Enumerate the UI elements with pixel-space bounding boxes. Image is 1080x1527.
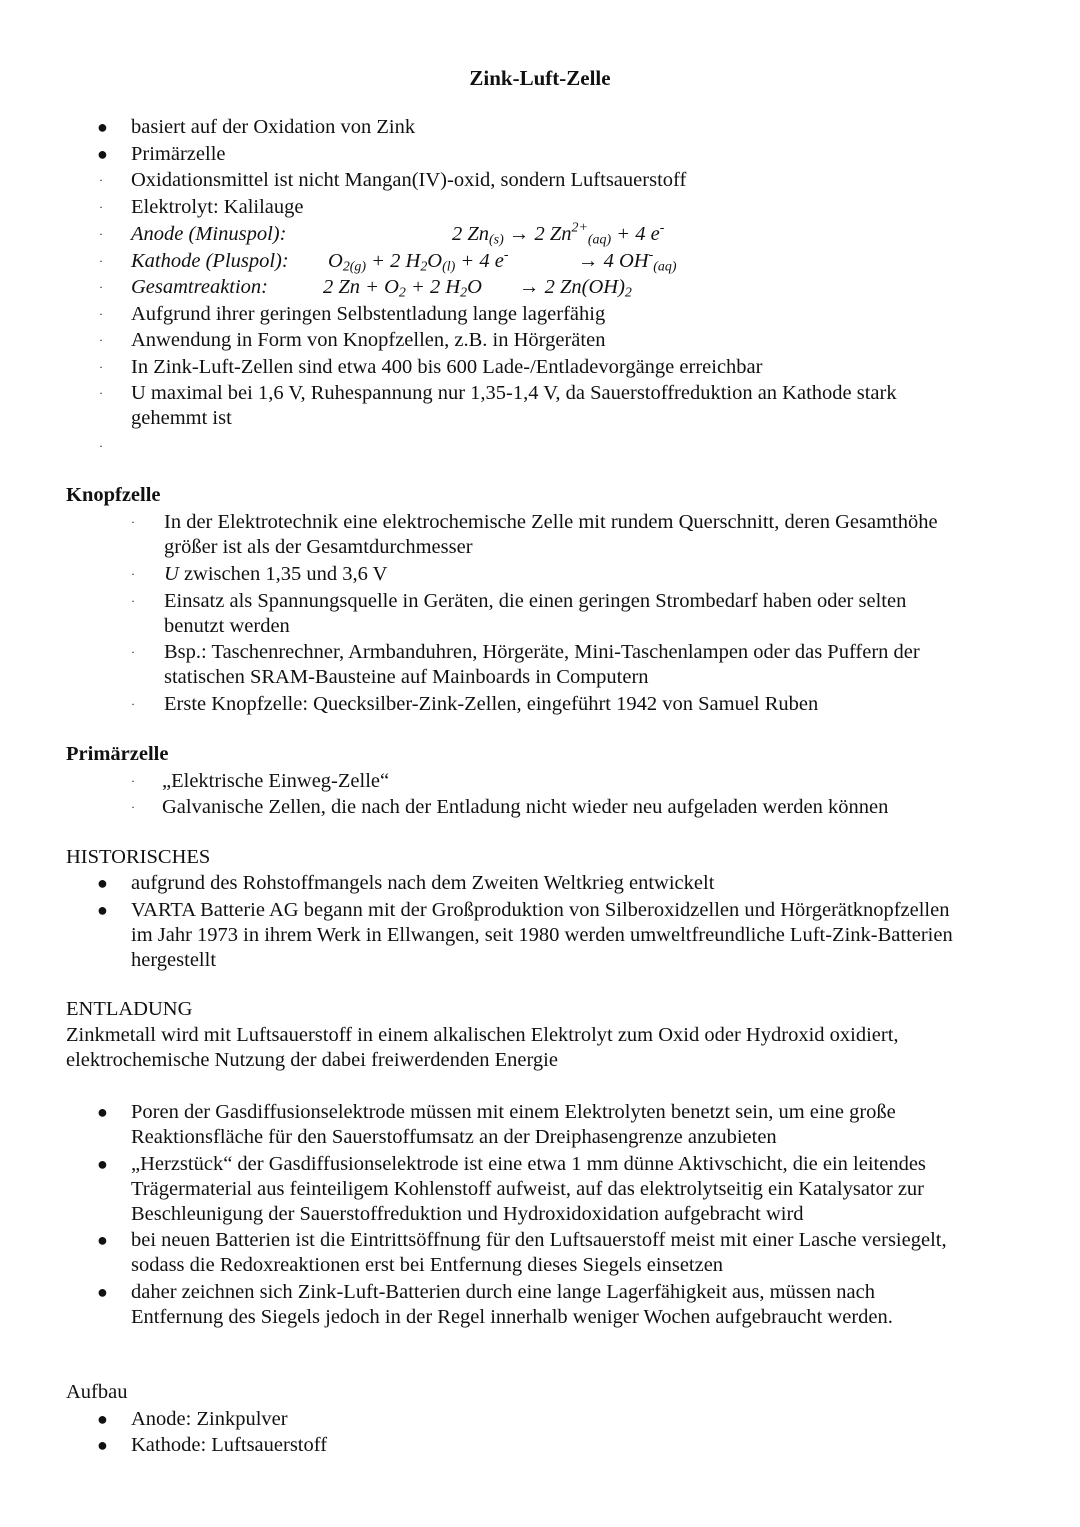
kathode-equation-left: $O_{2(g)} + 2$ $H_2O_{(l)} + 4$ e- [328, 247, 509, 275]
dot-icon: · [131, 774, 135, 788]
bullet-icon: ● [97, 873, 108, 893]
section-heading-knopfzelle: Knopfzelle [66, 484, 161, 506]
dot-icon: · [99, 386, 103, 400]
bullet-icon: ● [97, 1102, 108, 1122]
dot-icon: · [99, 280, 103, 294]
list-item: U zwischen 1,35 und 3,6 V [164, 563, 388, 585]
gesamt-label: Gesamtreaktion: [131, 276, 269, 298]
list-item-continuation: hergestellt [131, 949, 217, 971]
list-item-continuation: größer ist als der Gesamtdurchmesser [164, 536, 473, 558]
section-heading-historisches: HISTORISCHES [66, 846, 211, 868]
anode-label: Anode (Minuspol): [131, 223, 287, 245]
list-item: Kathode: Luftsauerstoff [131, 1434, 328, 1456]
bullet-icon: ● [97, 1230, 108, 1250]
list-item: U maximal bei 1,6 V, Ruhespannung nur 1,35-1,4 V, da Sauerstoffreduktion an Kathode stark [131, 382, 897, 404]
dot-icon: · [99, 439, 103, 453]
list-item: basiert auf der Oxidation von Zink [131, 116, 416, 138]
dot-icon: · [131, 697, 135, 711]
list-item: VARTA Batterie AG begann mit der Großproduktion von Silberoxidzellen und Hörgerätknopfzellen [131, 899, 950, 921]
dot-icon: · [99, 307, 103, 321]
list-item: Elektrolyt: Kalilauge [131, 196, 304, 218]
list-item-continuation: Entfernung des Siegels jedoch in der Regel innerhalb weniger Wochen aufgebraucht werden. [131, 1306, 893, 1328]
dot-icon: · [99, 200, 103, 214]
page-title: Zink-Luft-Zelle [469, 66, 611, 90]
list-item-continuation: benutzt werden [164, 615, 290, 637]
section-heading-entladung: ENTLADUNG [66, 998, 193, 1020]
list-item: In der Elektrotechnik eine elektrochemische Zelle mit rundem Querschnitt, deren Gesamthöhe [164, 511, 938, 533]
dot-icon: · [99, 227, 103, 241]
gesamt-equation-right: → 2 $Zn(OH)_2$ [519, 276, 632, 301]
dot-icon: · [131, 645, 135, 659]
dot-icon: · [99, 360, 103, 374]
list-item: bei neuen Batterien ist die Eintrittsöffnung für den Luftsauerstoff meist mit einer Lasche versiegelt, [131, 1229, 947, 1251]
bullet-icon: ● [97, 900, 108, 920]
list-item: Galvanische Zellen, die nach der Entladung nicht wieder neu aufgeladen werden können [162, 796, 889, 818]
list-item-continuation: Trägermaterial aus feinteiligem Kohlenstoff aufweist, auf das elektrolytseitig ein Katalysator zur [131, 1178, 924, 1200]
dot-icon: · [131, 515, 135, 529]
list-item: Anwendung in Form von Knopfzellen, z.B. in Hörgeräten [131, 329, 606, 351]
list-item: „Elektrische Einweg-Zelle“ [162, 770, 390, 792]
bullet-icon: ● [97, 1154, 108, 1174]
dot-icon: · [131, 567, 135, 581]
anode-equation: 2 $Zn_{(s)} \to 2$ $Zn^{2+}_{(aq)} + 4$ e- [452, 220, 665, 248]
list-item-continuation: statischen SRAM-Bausteine auf Mainboards in Computern [164, 666, 649, 688]
section-heading-aufbau: Aufbau [66, 1381, 128, 1403]
dot-icon: · [131, 594, 135, 608]
bullet-icon: ● [97, 144, 108, 164]
dot-icon: · [99, 254, 103, 268]
list-item: „Herzstück“ der Gasdiffusionselektrode ist eine etwa 1 mm dünne Aktivschicht, die ein leitendes [131, 1153, 926, 1175]
list-item: Primärzelle [131, 143, 226, 165]
list-item: aufgrund des Rohstoffmangels nach dem Zweiten Weltkrieg entwickelt [131, 872, 715, 894]
dot-icon: · [99, 333, 103, 347]
paragraph-line: elektrochemische Nutzung der dabei freiwerdenden Energie [66, 1049, 558, 1071]
kathode-equation-right: → 4 $OH^-_{(aq)}$ [578, 247, 677, 275]
bullet-icon: ● [97, 117, 108, 137]
paragraph-line: Zinkmetall wird mit Luftsauerstoff in einem alkalischen Elektrolyt zum Oxid oder Hydroxid oxidiert, [66, 1024, 899, 1046]
list-item: Bsp.: Taschenrechner, Armbanduhren, Hörgeräte, Mini-Taschenlampen oder das Puffern der [164, 641, 920, 663]
list-item: Aufgrund ihrer geringen Selbstentladung lange lagerfähig [131, 303, 606, 325]
bullet-icon: ● [97, 1435, 108, 1455]
list-item-continuation: Reaktionsfläche für den Sauerstoffumsatz an der Dreiphasengrenze anzubieten [131, 1126, 777, 1148]
list-item: Poren der Gasdiffusionselektrode müssen mit einem Elektrolyten benetzt sein, um eine große [131, 1101, 896, 1123]
list-item-continuation: Beschleunigung der Sauerstoffreduktion und Hydroxidoxidation aufgebracht wird [131, 1203, 804, 1225]
dot-icon: · [99, 173, 103, 187]
list-item: Oxidationsmittel ist nicht Mangan(IV)-oxid, sondern Luftsauerstoff [131, 169, 687, 191]
list-item: Einsatz als Spannungsquelle in Geräten, die einen geringen Strombedarf haben oder selten [164, 590, 907, 612]
dot-icon: · [131, 800, 135, 814]
gesamt-equation-left: 2 $Zn + O_2 + 2$ $H_2O$ [323, 276, 482, 301]
bullet-icon: ● [97, 1409, 108, 1429]
list-item: daher zeichnen sich Zink-Luft-Batterien durch eine lange Lagerfähigkeit aus, müssen nach [131, 1281, 875, 1303]
section-heading-primaerzelle: Primärzelle [66, 743, 169, 765]
kathode-label: Kathode (Pluspol): [131, 250, 289, 272]
list-item: Anode: Zinkpulver [131, 1408, 288, 1430]
list-item-continuation: gehemmt ist [131, 407, 232, 429]
list-item: Erste Knopfzelle: Quecksilber-Zink-Zellen, eingeführt 1942 von Samuel Ruben [164, 693, 819, 715]
list-item: In Zink-Luft-Zellen sind etwa 400 bis 600 Lade-/Entladevorgänge erreichbar [131, 356, 763, 378]
list-item-continuation: sodass die Redoxreaktionen erst bei Entfernung dieses Siegels einsetzen [131, 1254, 724, 1276]
bullet-icon: ● [97, 1282, 108, 1302]
list-item-continuation: im Jahr 1973 in ihrem Werk in Ellwangen, seit 1980 werden umweltfreundliche Luft-Zink-Batterien [131, 924, 953, 946]
